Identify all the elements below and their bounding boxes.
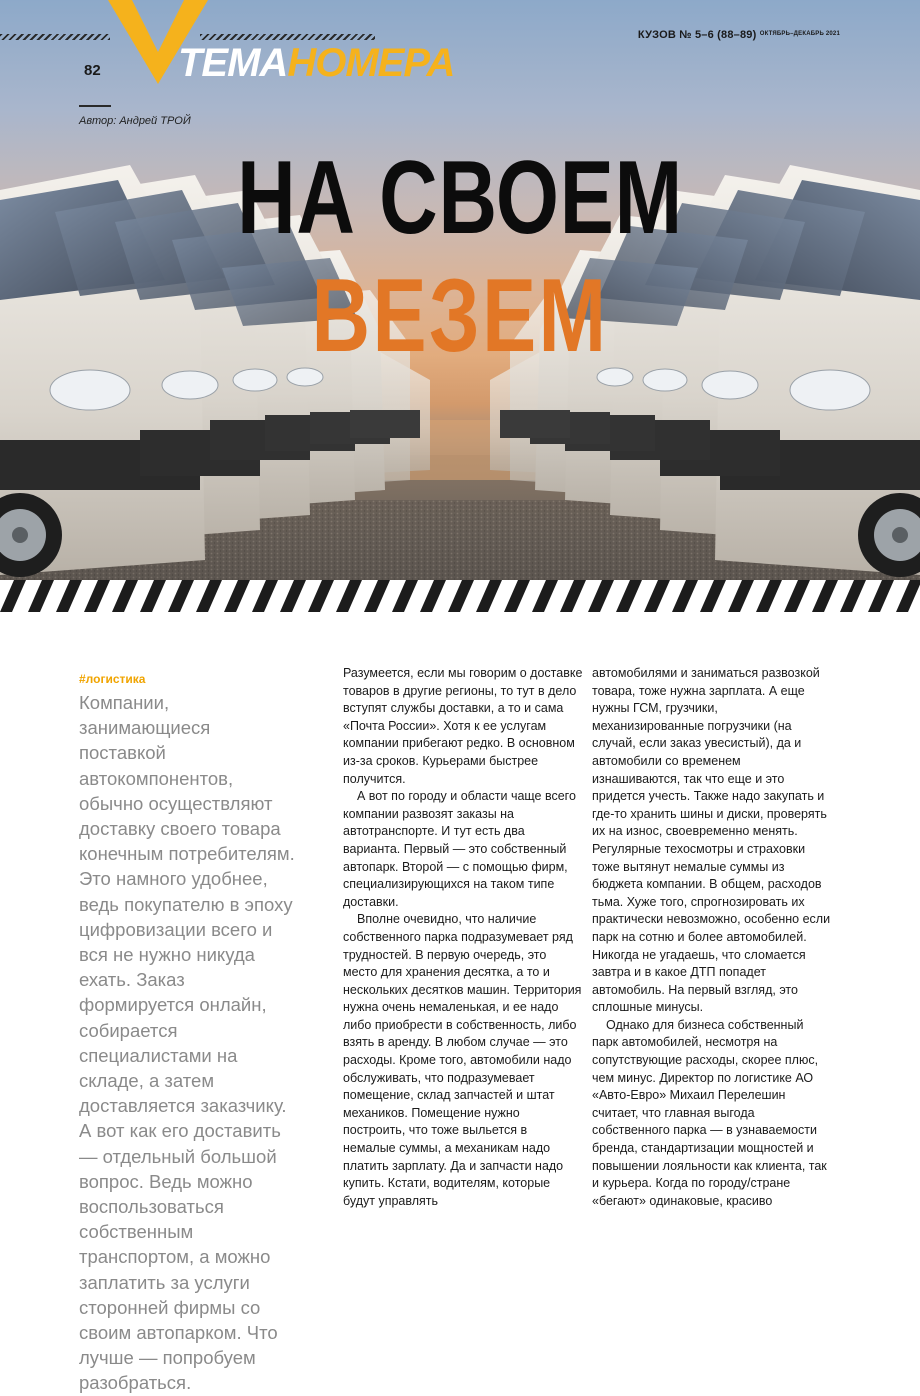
- article-lead: Компании, занимающиеся поставкой автокомпонентов, обычно осуществляют доставку своего товара конечным потребителям. Это намного удобнее, ведь покупателю в эпоху цифровизации всего и вся не нужно никуда ехать. Заказ формируется онлайн, собирается специалистами на складе, а затем доставляется заказчику. А вот как его доставить — отдельный большой вопрос. Ведь можно воспользоваться собственным транспортом, а можно заплатить за услуги сторонней фирмы со своим автопарком. Что лучше — попробуем разобраться.: [79, 692, 295, 1394]
- article-column-2: [343, 665, 583, 1210]
- paragraph: Разумеется, если мы говорим о доставке товаров в другие регионы, то тут в дело вступят службы доставки, а то и сама «Почта России». Хотя к ее услугам компании прибегают редко. В основном из-за сроков. Курьерами быстрее получится.: [343, 666, 583, 786]
- author-divider: [79, 105, 111, 107]
- headline-line-2: ВЕЗЕМ: [311, 258, 609, 374]
- page-number: 82: [84, 62, 101, 79]
- section-title-word2: НОМЕРА: [287, 41, 455, 85]
- paragraph: Однако для бизнеса собственный парк автомобилей, несмотря на сопутствующие расходы, скорее плюс, чем минус. Директор по логистике АО «Авто-Евро» Михаил Перелешин считает, что главная выгода собственного парка — в узнаваемости бренда, стандартизации мощностей и повышении лояльности как клиента, так и курьера. Когда по городу/стране «бегают» одинаковые, красиво: [592, 1017, 827, 1208]
- headline-line-1: НА СВОЕМ: [237, 140, 683, 256]
- article-tag: #логистика: [79, 672, 146, 686]
- author-byline: Автор: Андрей ТРОЙ: [79, 115, 191, 127]
- section-title-word1: ТЕМА: [178, 41, 288, 85]
- hazard-stripe-border: [0, 580, 920, 612]
- magazine-dates: ОКТЯБРЬ–ДЕКАБРЬ 2021: [759, 31, 840, 37]
- article-column-3: [592, 665, 832, 1210]
- paragraph: автомобилями и заниматься развозкой товара, тоже нужна зарплата. А еще нужны ГСМ, грузчики, механизированные погрузчики (на случай, если заказ увесистый), да и автомобили со временем изнашиваются, так что еще и это придется учесть. Также надо закупать и где-то хранить шины и диски, проверять их на износ, своевременно менять. Регулярные техосмотры и страховки тоже вытянут немалые суммы из бюджета компании. В общем, расходов тьма. Хуже того, спрогнозировать их практически невозможно, особенно если парк на сотню и более автомобилей. Никогда не угадаешь, что сломается завтра и в какое ДТП попадет автомобиль. На первый взгляд, это сплошные минусы.: [592, 666, 831, 1015]
- magazine-issue: КУЗОВ № 5–6 (88–89): [637, 29, 757, 41]
- paragraph: Вполне очевидно, что наличие собственного парка подразумевает ряд трудностей. В первую очередь, это место для хранения десятка, а то и нескольких десятков машин. Территория нужна очень немаленькая, и ее надо либо приобрести в собственность, либо взять в аренду. В любом случае — это расходы. Кроме того, автомобили надо обслуживать, что подразумевает помещение, склад запчастей и штат механиков. Помещение нужно построить, что тоже выльется в немалые суммы, а механикам надо платить зарплату. Да и запчасти надо купить. Кстати, водителям, которые будут управлять: [343, 912, 582, 1208]
- magazine-issue-info: [638, 29, 840, 41]
- section-title: [178, 40, 454, 86]
- header-stripe-left: [0, 34, 110, 40]
- paragraph: А вот по городу и области чаще всего компании развозят заказы на автотранспорте. И тут есть два варианта. Первый — это собственный автопарк. Второй — с помощью фирм, специализирующихся на таком типе доставки.: [343, 789, 576, 909]
